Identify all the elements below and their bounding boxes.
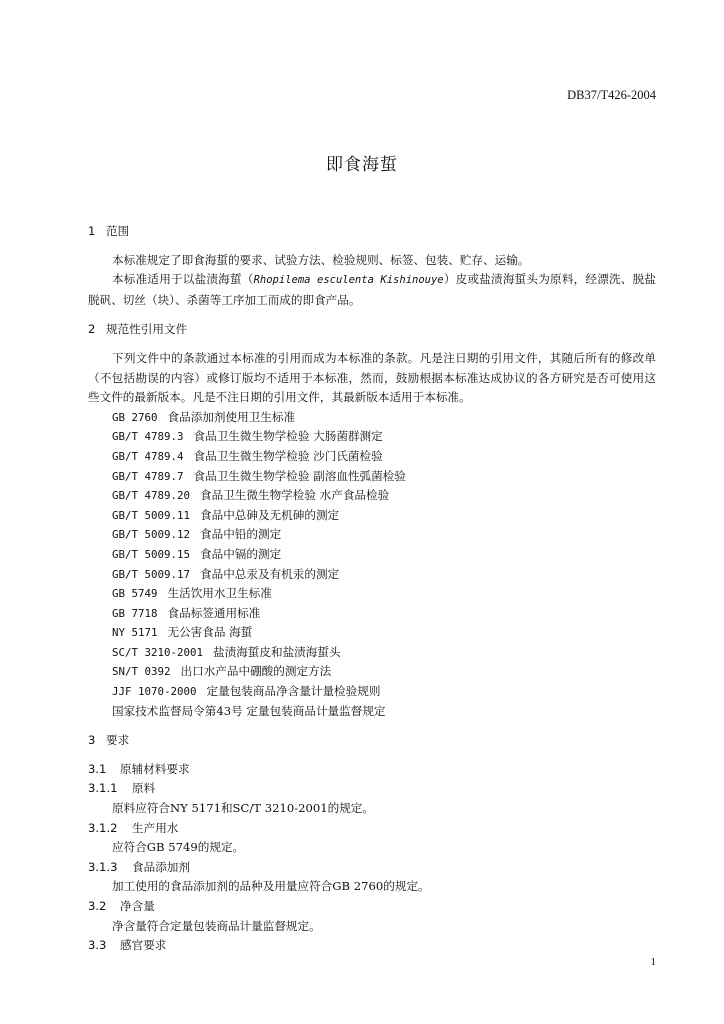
- reference-item: [112, 427, 656, 447]
- reference-title: 食品中镉的测定: [200, 546, 282, 561]
- standard-number: DB37/T426-2004: [567, 88, 656, 102]
- scope-text-pre: 本标准适用于以盐渍海蜇（: [112, 272, 254, 287]
- section-3-1-3-heading: [88, 858, 656, 878]
- section-3-1-1-heading: [88, 779, 656, 799]
- document-title: 即食海蜇: [326, 155, 398, 175]
- reference-code: GB/T 5009.12: [112, 528, 191, 542]
- section-3-1-2-text: 应符合GB 5749的规定。: [112, 840, 245, 855]
- section-number: 3.3: [88, 938, 107, 953]
- reference-title: 定量包装商品净含量计量检验规则: [206, 684, 381, 699]
- reference-title: 出口水产品中硼酸的测定方法: [180, 664, 332, 679]
- reference-item: [112, 623, 656, 643]
- section-title: 原料: [132, 781, 156, 796]
- reference-code: GB/T 5009.17: [112, 567, 191, 581]
- section-2-heading: [88, 320, 656, 340]
- section-1-heading: [88, 222, 656, 242]
- section-title: 生产用水: [132, 820, 179, 835]
- reference-list: [88, 408, 656, 722]
- section-title: 原辅材料要求: [120, 761, 190, 776]
- document-body: [88, 222, 656, 956]
- scope-paragraph-1: 本标准规定了即食海蜇的要求、试验方法、检验规则、标签、包装、贮存、运输。: [112, 252, 530, 267]
- section-number: 3.2: [88, 899, 107, 913]
- page-number: 1: [650, 956, 656, 968]
- section-3-3-heading: [88, 936, 656, 956]
- reference-title: 食品中总汞及有机汞的测定: [200, 566, 340, 581]
- section-3-1-heading: [88, 760, 656, 780]
- reference-item: [112, 467, 656, 487]
- reference-title: 国家技术监督局令第43号 定量包装商品计量监督规定: [112, 703, 386, 718]
- reference-title: 食品卫生微生物学检验 水产食品检验: [200, 488, 390, 503]
- section-number: 3: [88, 733, 96, 748]
- scope-paragraph-2: [88, 270, 656, 310]
- reference-item: [112, 702, 656, 722]
- reference-title: 食品卫生微生物学检验 沙门氏菌检验: [193, 448, 383, 463]
- section-number: 3.1: [88, 761, 107, 776]
- reference-code: SN/T 0392: [112, 665, 171, 679]
- section-3-1-3-text: 加工使用的食品添加剂的品种及用量应符合GB 2760的规定。: [112, 879, 430, 894]
- reference-item: [112, 525, 656, 545]
- section-title: 规范性引用文件: [106, 322, 188, 337]
- reference-item: [112, 486, 656, 506]
- scope-text-post: ）皮或盐渍海蜇头为原料，经漂洗、脱盐脱矾、切丝（块）、杀菌等工序加工而成的即食产品。: [88, 272, 656, 307]
- reference-item: [112, 506, 656, 526]
- reference-title: 食品卫生微生物学检验 副溶血性弧菌检验: [193, 468, 406, 483]
- reference-code: GB/T 4789.7: [112, 469, 184, 483]
- reference-code: GB/T 5009.15: [112, 547, 191, 561]
- reference-code: GB 5749: [112, 587, 158, 601]
- reference-item: [112, 662, 656, 682]
- reference-code: GB/T 4789.4: [112, 449, 184, 463]
- reference-title: 食品标签通用标准: [167, 605, 261, 620]
- reference-title: 盐渍海蜇皮和盐渍海蜇头: [213, 644, 341, 659]
- section-number: 3.1.2: [88, 820, 118, 835]
- section-number: 1: [88, 224, 96, 238]
- scientific-name: Rhopilema esculenta Kishinouye: [253, 274, 444, 287]
- section-3-2-heading: [88, 897, 656, 917]
- section-3-heading: [88, 731, 656, 751]
- reference-code: GB/T 4789.3: [112, 430, 184, 444]
- reference-item: [112, 408, 656, 428]
- section-title: 感官要求: [120, 938, 167, 953]
- reference-code: GB 7718: [112, 606, 158, 620]
- reference-item: [112, 447, 656, 467]
- reference-title: 无公害食品 海蜇: [167, 625, 253, 640]
- section-number: 2: [88, 322, 96, 337]
- reference-item: [112, 565, 656, 585]
- reference-item: [112, 682, 656, 702]
- section-title: 要求: [106, 733, 130, 748]
- reference-title: 生活饮用水卫生标准: [167, 586, 272, 601]
- reference-item: [112, 643, 656, 663]
- references-intro: 下列文件中的条款通过本标准的引用而成为本标准的条款。凡是注日期的引用文件，其随后所有的修改单（不包括勘误的内容）或修订版均不适用于本标准，然而，鼓励根据本标准达成协议的各方研究是否可使用这些文件的最新版本。凡是不注日期的引用文件，其最新版本适用于本标准。: [88, 350, 656, 405]
- section-3-1-2-heading: [88, 819, 656, 839]
- section-title: 食品添加剂: [132, 859, 190, 874]
- reference-item: [112, 604, 656, 624]
- section-title: 范围: [106, 224, 130, 238]
- reference-code: GB 2760: [112, 410, 158, 424]
- reference-code: NY 5171: [112, 626, 158, 640]
- reference-code: JJF 1070-2000: [112, 685, 197, 699]
- reference-item: [112, 584, 656, 604]
- reference-code: GB/T 5009.11: [112, 508, 191, 522]
- reference-code: GB/T 4789.20: [112, 489, 191, 503]
- reference-title: 食品中总砷及无机砷的测定: [200, 507, 340, 522]
- reference-code: SC/T 3210-2001: [112, 645, 204, 659]
- section-title: 净含量: [120, 899, 155, 913]
- reference-title: 食品添加剂使用卫生标准: [167, 409, 296, 424]
- section-number: 3.1.3: [88, 859, 118, 874]
- section-3-2-text: 净含量符合定量包装商品计量监督规定。: [112, 918, 321, 933]
- reference-title: 食品中铅的测定: [200, 527, 282, 542]
- section-3-1-1-text: 原料应符合NY 5171和SC/T 3210-2001的规定。: [112, 801, 374, 816]
- reference-item: [112, 545, 656, 565]
- reference-title: 食品卫生微生物学检验 大肠菌群测定: [193, 429, 383, 444]
- section-number: 3.1.1: [88, 781, 118, 796]
